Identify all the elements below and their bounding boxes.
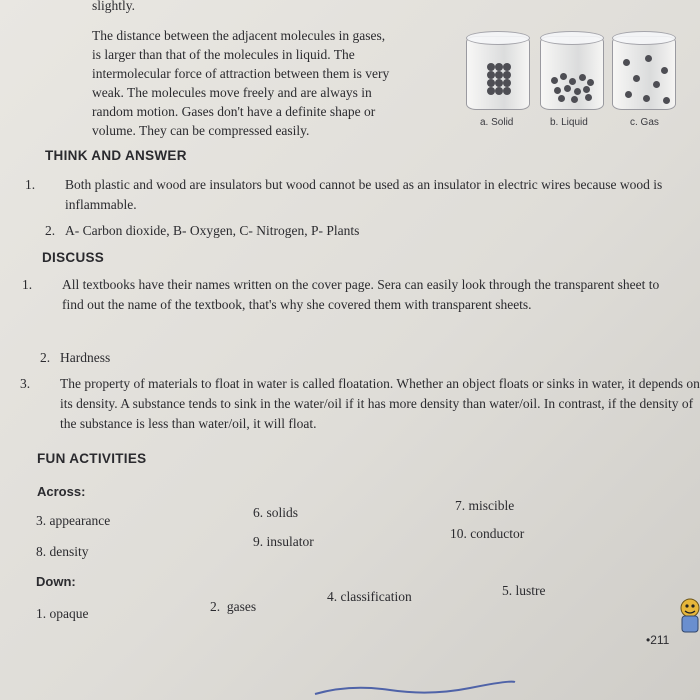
item-text: A- Carbon dioxide, B- Oxygen, C- Nitrogen, P- Plants [65, 223, 360, 238]
bottom-decoration-icon [310, 676, 520, 700]
item-number: 2. [40, 350, 51, 365]
item-text: The property of materials to float in water is called floatation. Whether an object floats or sinks in water, it depends on its density. A substance tends to sink in the water/oil if it has more density than water/oil. In contrast, if the density of the substance is less than water/oil, it will float. [60, 376, 700, 431]
caption-liquid: b. Liquid [550, 117, 588, 128]
mascot-icon [672, 596, 700, 636]
down-label: Down: [36, 574, 76, 589]
across-answer: 6. solids [253, 505, 299, 520]
item-number: 1. [22, 277, 33, 292]
across-answer: 9. insulator [253, 534, 314, 549]
down-answer: 1. opaque [36, 606, 89, 621]
down-answer: 4. classification [327, 589, 412, 604]
item-number: 3. [20, 376, 31, 391]
think-item-2 [45, 221, 665, 241]
discuss-item-2 [40, 348, 660, 368]
discuss-item-1 [22, 275, 682, 315]
across-answer: 10. conductor [450, 526, 525, 541]
across-label: Across: [37, 484, 86, 499]
discuss-heading: DISCUSS [42, 250, 105, 265]
across-answer: 7. miscible [455, 498, 515, 513]
across-answer: 3. appearance [36, 513, 111, 528]
top-word: slightly. [92, 0, 136, 13]
caption-solid: a. Solid [480, 117, 514, 128]
down-answer: 2. gases [210, 599, 257, 614]
down-answer: 5. lustre [502, 583, 546, 598]
intro-line: The distance between the adjacent molecules in gases, [92, 28, 386, 43]
intro-line: intermolecular force of attraction between them is very [92, 66, 390, 81]
intro-line: is larger than that of the molecules in liquid. The [92, 47, 355, 62]
across-answer: 8. density [36, 544, 89, 559]
page-number: •211 [646, 633, 670, 647]
intro-line: volume. They can be compressed easily. [92, 123, 310, 138]
item-text: All textbooks have their names written on the cover page. Sera can easily look through the transparent sheet to find out the name of the textbook, that's why she covered them with transparent sheets. [62, 277, 660, 312]
intro-paragraph [92, 26, 452, 140]
item-number: 2. [45, 223, 56, 238]
think-item-1 [25, 175, 685, 215]
states-of-matter-figure [460, 28, 680, 133]
gas-jar [612, 36, 676, 110]
solid-jar [466, 36, 530, 110]
think-and-answer-heading: THINK AND ANSWER [45, 148, 187, 163]
intro-line: random motion. Gases don't have a definite shape or [92, 104, 376, 119]
liquid-jar [540, 36, 604, 110]
caption-gas: c. Gas [630, 117, 659, 128]
fun-activities-heading: FUN ACTIVITIES [37, 451, 147, 466]
item-text: Hardness [60, 350, 111, 365]
item-text: Both plastic and wood are insulators but wood cannot be used as an insulator in electric wires because wood is inflammable. [65, 177, 663, 212]
intro-line: weak. The molecules move freely and are always in [92, 85, 372, 100]
item-number: 1. [25, 177, 36, 192]
discuss-item-3 [20, 374, 700, 434]
